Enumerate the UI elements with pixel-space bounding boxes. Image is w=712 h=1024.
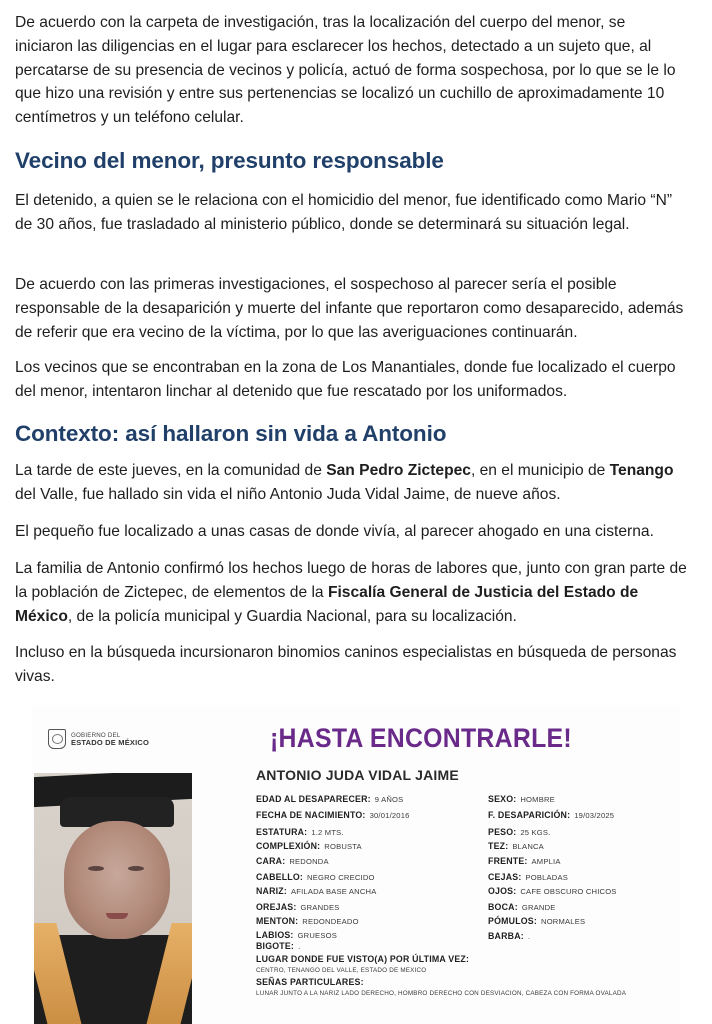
field-menton: MENTON: REDONDEADO (256, 916, 359, 926)
field-boca: BOCA: GRANDE (488, 902, 556, 912)
field-sexo: SEXO: HOMBRE (488, 794, 555, 804)
field-cabello: CABELLO: NEGRO CRECIDO (256, 872, 375, 882)
poster-banner: ¡HASTA ENCONTRARLE! (270, 723, 572, 753)
text: , de la policía municipal y Guardia Nacional, para su localización. (67, 607, 517, 625)
field-labios: LABIOS: GRUESOS (256, 930, 337, 940)
field-lugar-label: LUGAR DONDE FUE VISTO(A) POR ÚLTIMA VEZ: (256, 954, 470, 964)
field-tez: TEZ: BLANCA (488, 841, 544, 851)
field-desaparicion: F. DESAPARICIÓN: 19/03/2025 (488, 810, 615, 820)
field-cejas: CEJAS: POBLADAS (488, 872, 569, 882)
field-barba: BARBA: . (488, 931, 531, 941)
person-name: ANTONIO JUDA VIDAL JAIME (256, 767, 459, 783)
field-edad: EDAD AL DESAPARECER: 9 AÑOS (256, 794, 404, 804)
field-nariz: NARIZ: AFILADA BASE ANCHA (256, 886, 377, 896)
field-peso: PESO: 25 KGS. (488, 827, 551, 837)
paragraph (15, 557, 687, 628)
field-frente: FRENTE: AMPLIA (488, 856, 561, 866)
field-senas-value: LUNAR JUNTO A LA NARIZ LADO DERECHO, HOMBRO DERECHO CON DESVIACION, CABEZA CON FORMA OVALADA (256, 990, 627, 997)
paragraph: Los vecinos que se encontraban en la zona de Los Manantiales, donde fue localizado el cuerpo del menor, intentaron linchar al detenido que fue rescatado por los uniformados. (15, 359, 676, 400)
state-seal-icon (48, 729, 66, 749)
section-heading: Vecino del menor, presunto responsable (15, 148, 444, 173)
field-senas-label: SEÑAS PARTICULARES: (256, 977, 364, 987)
field-orejas: OREJAS: GRANDES (256, 902, 340, 912)
field-complexion: COMPLEXIÓN: ROBUSTA (256, 841, 362, 851)
paragraph: El pequeño fue localizado a unas casas de donde vivía, al parecer ahogado en una cisterna. (15, 523, 654, 540)
missing-person-poster (32, 705, 680, 1024)
field-estatura: ESTATURA: 1.2 MTS. (256, 827, 344, 837)
paragraph: De acuerdo con las primeras investigaciones, el sospechoso al parecer sería el posible responsable de la desaparición y muerte del infante que reportaron como desaparecido, además de referir que era vecino de la víctima, por lo que las averiguaciones continuarán. (15, 276, 684, 341)
gov-line-2: ESTADO DE MÉXICO (71, 738, 150, 747)
text: La tarde de este jueves, en la comunidad de (15, 462, 327, 479)
bold-text: Tenango (609, 462, 674, 479)
field-nacimiento: FECHA DE NACIMIENTO: 30/01/2016 (256, 810, 410, 820)
field-cara: CARA: REDONDA (256, 856, 329, 866)
bold-text: San Pedro Zictepec (326, 462, 471, 479)
field-bigote: BIGOTE: . (256, 941, 301, 951)
section-heading: Contexto: así hallaron sin vida a Antonio (15, 421, 447, 446)
paragraph: De acuerdo con la carpeta de investigación, tras la localización del cuerpo del menor, se iniciaron las diligencias en el lugar para esclarecer los hechos, detectado a un sujeto que, al percatarse de su presencia de vecinos y policía, actuó de forma sospechosa, por lo que se le lo que hizo una revisión y entre sus pertenencias se localizó un cuchillo de aproximadamente 10 centímetros y un teléfono celular. (15, 14, 676, 127)
bold-text: Fiscalía General de Justicia del Estado de México (15, 583, 639, 625)
face (64, 821, 170, 939)
field-lugar-value: CENTRO, TENANGO DEL VALLE, ESTADO DE MEXICO (256, 967, 427, 974)
text: del Valle, fue hallado sin vida el niño Antonio Juda Vidal Jaime, de nueve años. (15, 485, 561, 503)
text: , en el municipio de (470, 462, 610, 479)
gov-line-1: GOBIERNO DEL (71, 732, 121, 739)
government-logo (48, 729, 149, 749)
paragraph: El detenido, a quien se le relaciona con el homicidio del menor, fue identificado como Mario “N” de 30 años, fue trasladado al ministerio público, donde se determinará su situación legal. (15, 192, 673, 233)
paragraph (15, 459, 687, 507)
person-photo (34, 773, 192, 1024)
text: La familia de Antonio confirmó los hechos luego de horas de labores que, junto con gran parte de la población de Zictepec, de elementos de la (15, 560, 687, 601)
field-ojos: OJOS: CAFE OBSCURO CHICOS (488, 886, 617, 896)
field-pomulos: PÓMULOS: NORMALES (488, 916, 586, 926)
paragraph: Incluso en la búsqueda incursionaron binomios caninos especialistas en búsqueda de personas vivas. (15, 644, 677, 685)
